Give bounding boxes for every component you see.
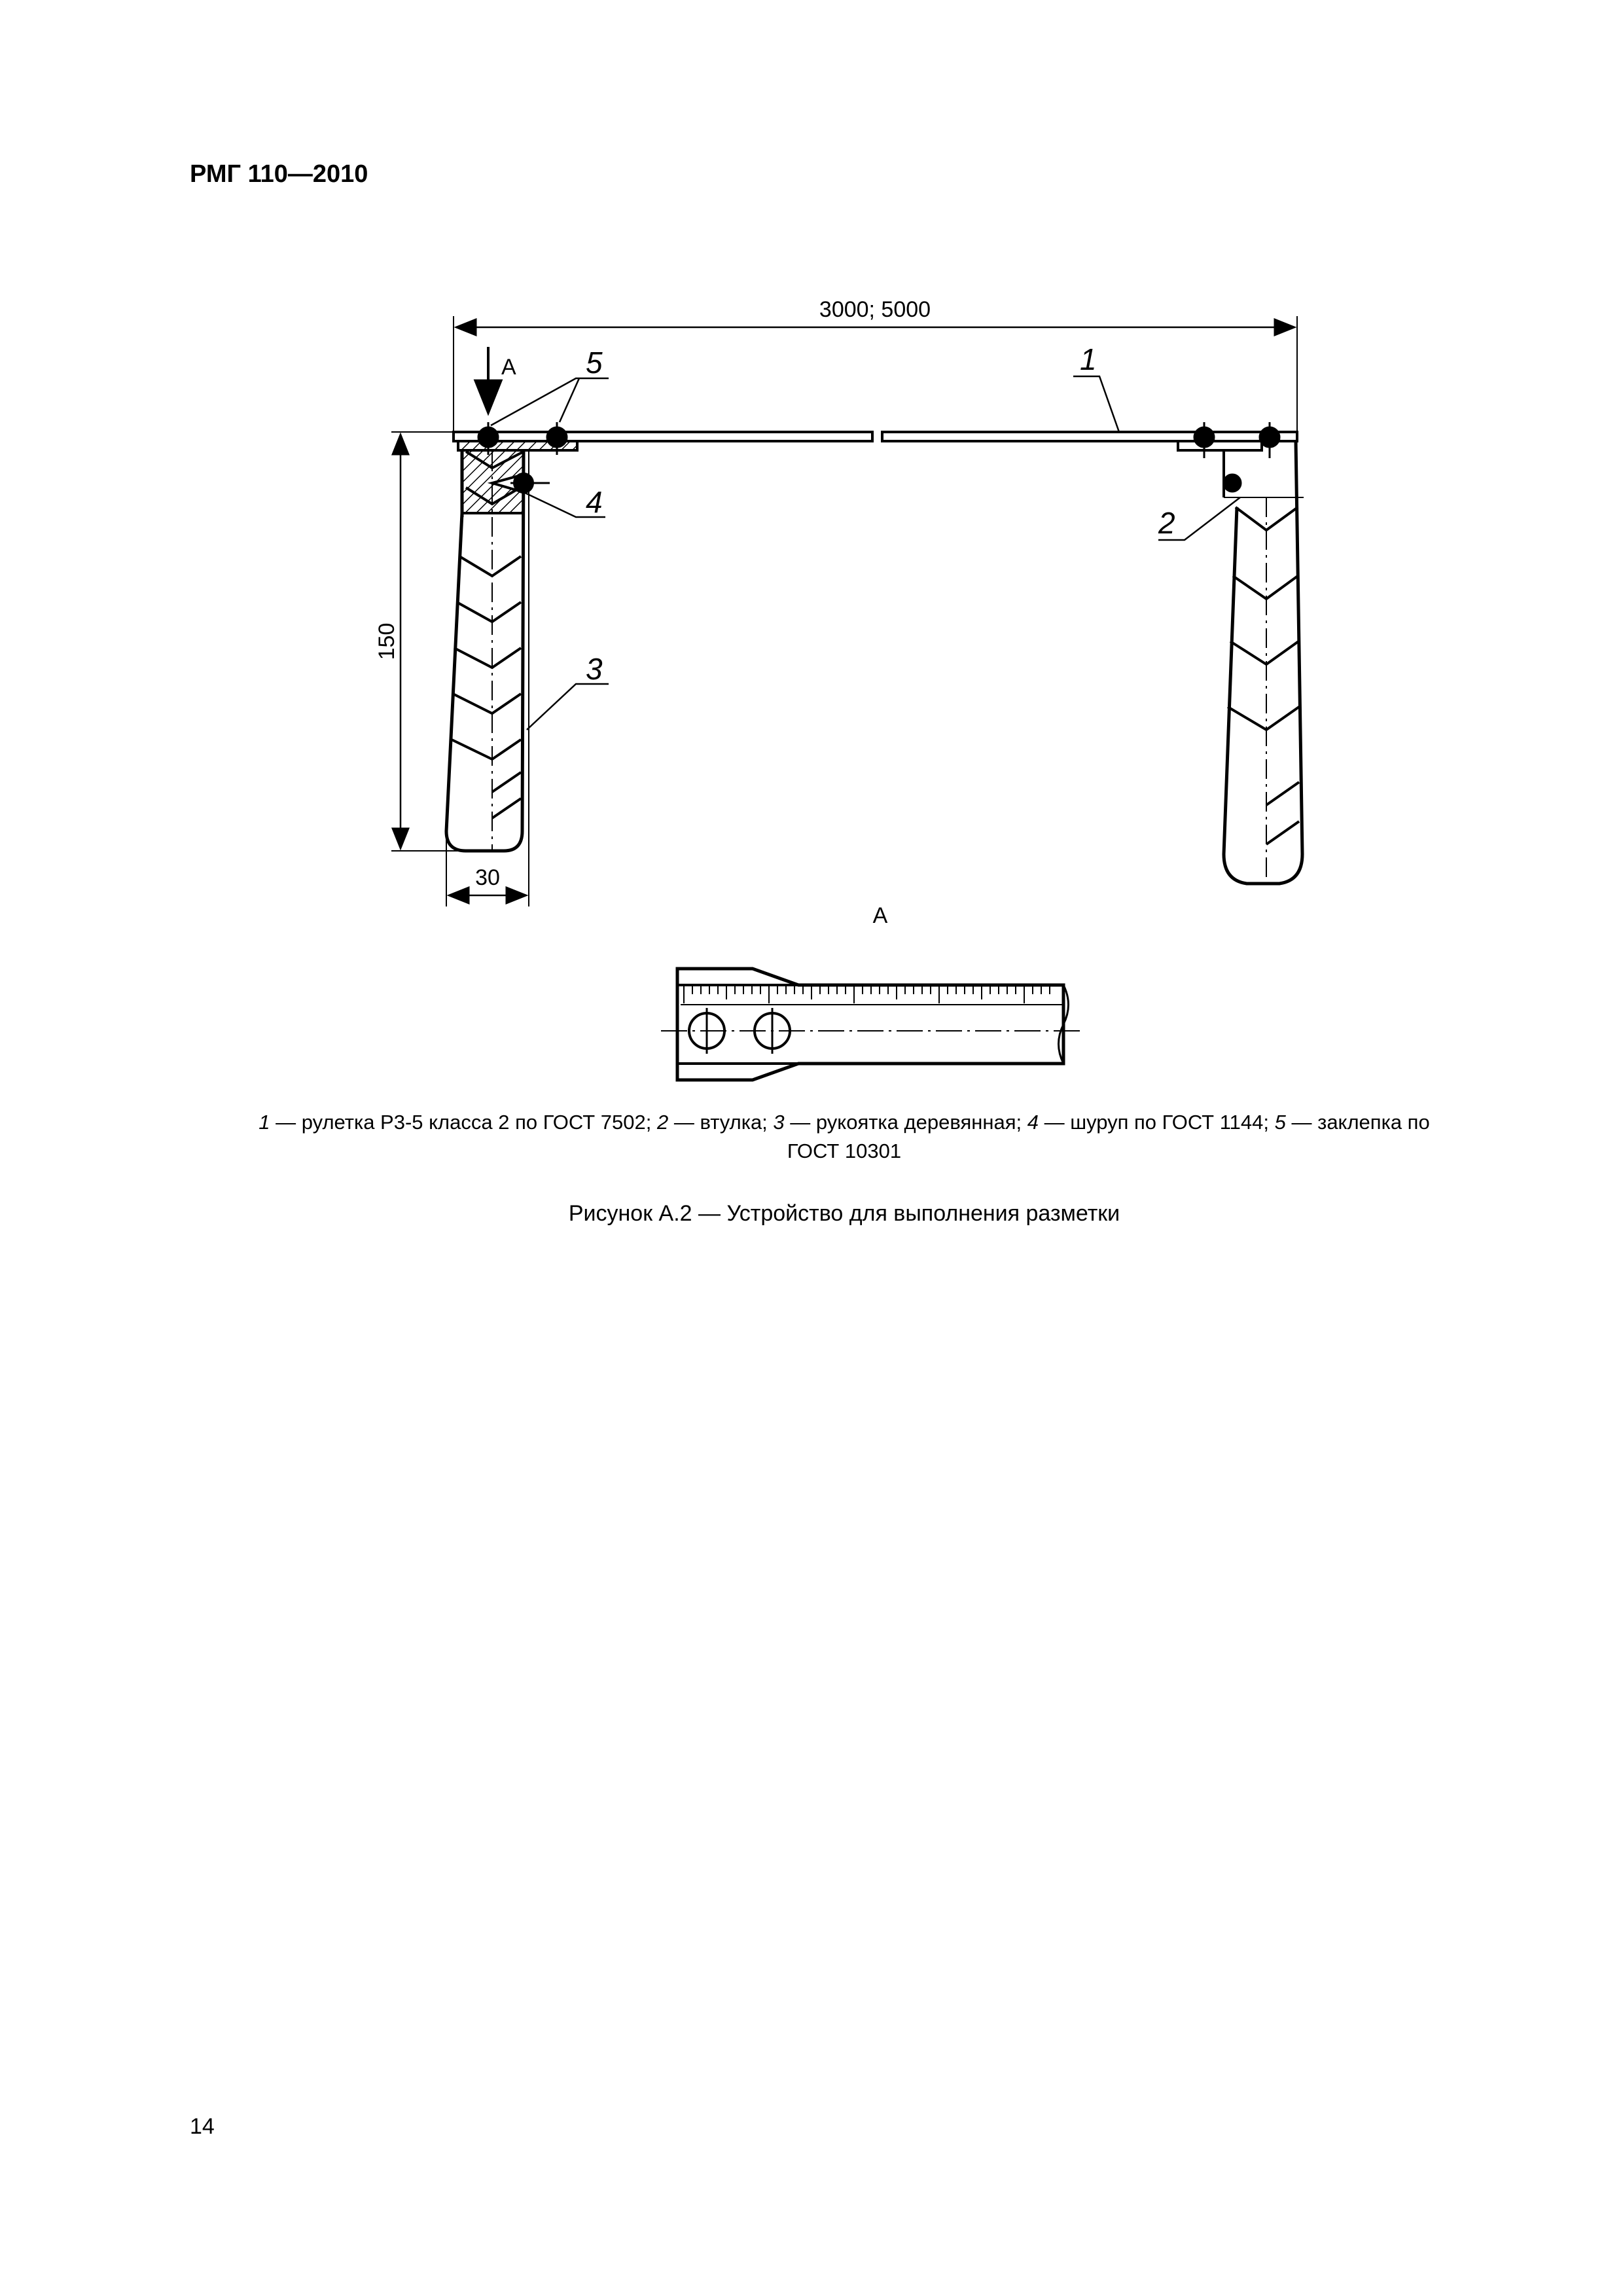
length-dimension — [454, 316, 1297, 432]
page-number: 14 — [190, 2114, 215, 2139]
figure-legend — [196, 1108, 1492, 1166]
height-dimension-label: 150 — [374, 622, 399, 660]
callout-5: 5 — [586, 346, 603, 380]
view-a-title: А — [872, 903, 888, 928]
callout-1: 1 — [1080, 342, 1097, 376]
legend-line-1 — [196, 1108, 1492, 1137]
right-bracket — [1178, 441, 1304, 497]
callout-3: 3 — [586, 652, 603, 686]
legend-line-2: ГОСТ 10301 — [787, 1139, 902, 1162]
document-header: РМГ 110—2010 — [190, 160, 368, 188]
view-a-detail — [661, 969, 1080, 1080]
legend-text-5: — заклепка по — [1285, 1111, 1430, 1134]
technical-drawing — [0, 0, 1623, 1126]
view-arrow-label: А — [501, 355, 516, 380]
legend-num-5: 5 — [1274, 1111, 1286, 1134]
legend-num-4: 4 — [1027, 1111, 1039, 1134]
figure-title: Рисунок А.2 — Устройство для выполнения разметки — [568, 1201, 1120, 1226]
callout-4: 4 — [586, 485, 603, 519]
callout-2: 2 — [1158, 506, 1175, 540]
legend-num-3: 3 — [773, 1111, 785, 1134]
width-dimension-label: 30 — [475, 865, 500, 890]
width-dimension — [446, 450, 529, 906]
tape-measure — [454, 432, 1297, 441]
legend-text-3: — рукоятка деревянная; — [784, 1111, 1027, 1134]
leader-lines — [491, 376, 1240, 730]
legend-text-2: — втулка; — [668, 1111, 774, 1134]
legend-text-4: — шуруп по ГОСТ 1144; — [1038, 1111, 1275, 1134]
right-handle — [1224, 441, 1302, 887]
legend-text-1: — рулетка Р3-5 класса 2 по ГОСТ 7502; — [270, 1111, 657, 1134]
legend-num-1: 1 — [259, 1111, 270, 1134]
length-dimension-label: 3000; 5000 — [819, 297, 931, 322]
legend-num-2: 2 — [656, 1111, 669, 1134]
